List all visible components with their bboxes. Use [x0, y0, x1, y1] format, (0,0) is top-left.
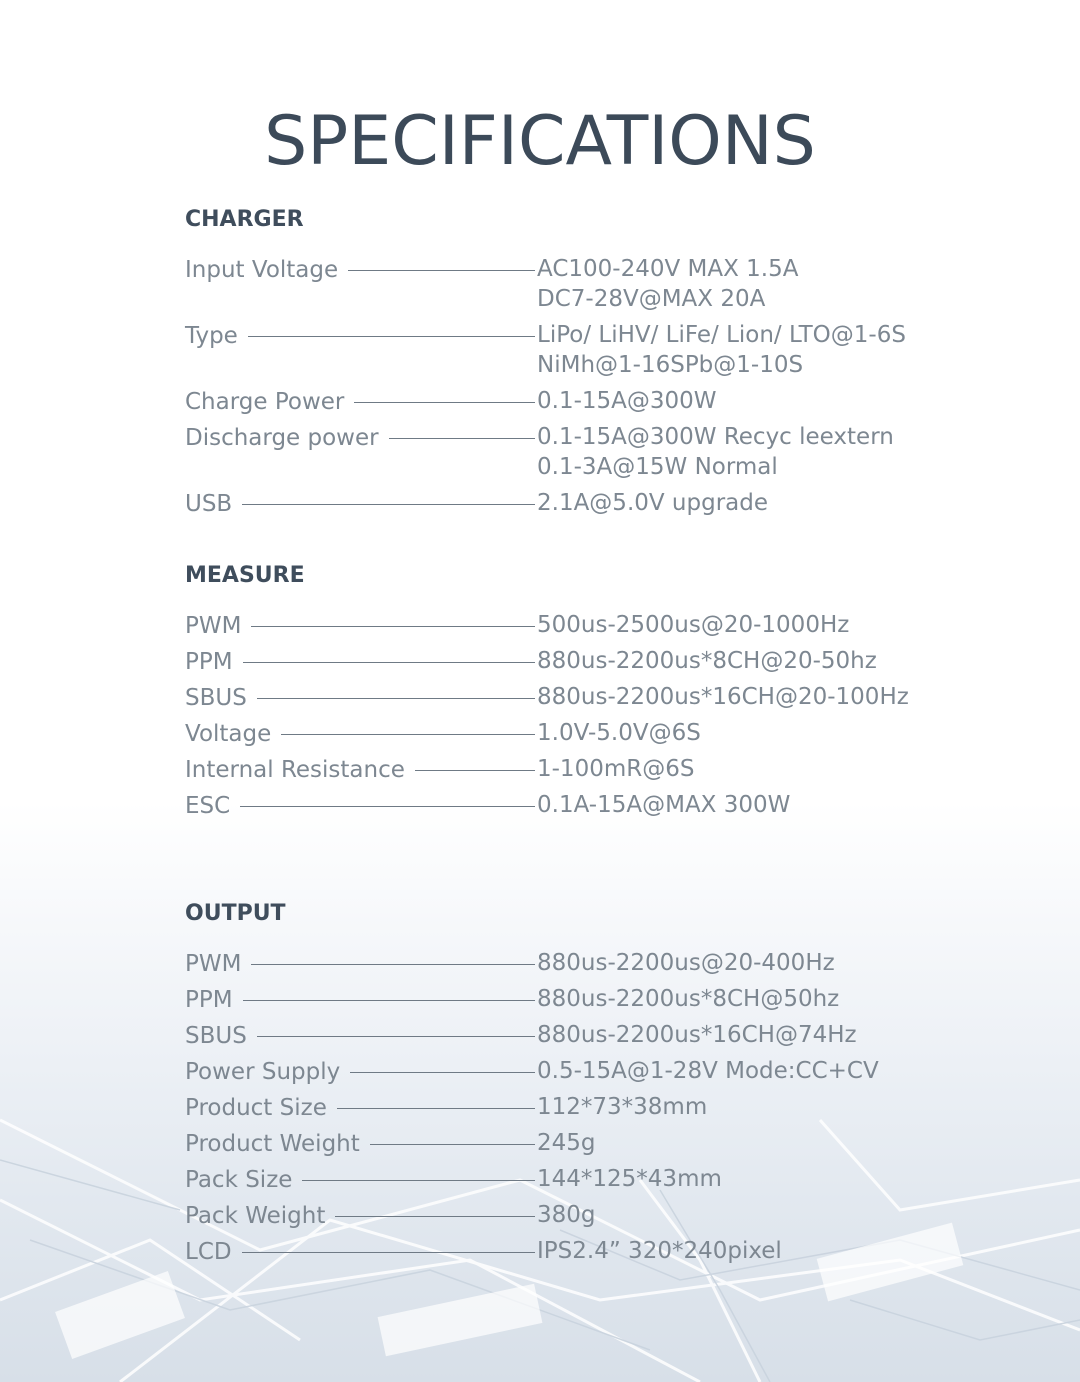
spec-value-line: 1-100mR@6S	[537, 756, 695, 782]
spec-label: Power Supply	[185, 1059, 341, 1085]
section-title-output: OUTPUT	[185, 901, 286, 926]
spec-row-internal-resistance	[185, 754, 945, 790]
leader-line	[240, 806, 535, 807]
spec-value	[537, 386, 717, 416]
page-title: SPECIFICATIONS	[264, 102, 816, 181]
spec-value-line: IPS2.4” 320*240pixel	[537, 1238, 782, 1264]
spec-value-line: 880us-2200us*8CH@50hz	[537, 986, 840, 1012]
leader-line	[337, 1108, 535, 1109]
leader-line	[348, 270, 535, 271]
spec-value-line: AC100-240V MAX 1.5A	[537, 256, 799, 282]
spec-value	[537, 948, 835, 978]
leader-line	[251, 964, 535, 965]
leader-line	[257, 1036, 535, 1037]
section-title-measure: MEASURE	[185, 563, 305, 588]
spec-value	[537, 718, 701, 748]
spec-value-line: 500us-2500us@20-1000Hz	[537, 612, 850, 638]
spec-value-line: LiPo/ LiHV/ LiFe/ Lion/ LTO@1-6S	[537, 322, 906, 348]
spec-row-esc	[185, 790, 945, 826]
leader-line	[242, 1252, 535, 1253]
leader-line	[335, 1216, 535, 1217]
spec-row-voltage	[185, 718, 945, 754]
spec-label: Voltage	[185, 721, 272, 747]
spec-label: SBUS	[185, 685, 247, 711]
spec-row-power-supply	[185, 1056, 945, 1092]
spec-value-line: 112*73*38mm	[537, 1094, 708, 1120]
spec-label: PWM	[185, 613, 242, 639]
spec-row-ppm	[185, 984, 945, 1020]
spec-value-line: 880us-2200us*16CH@20-100Hz	[537, 684, 909, 710]
spec-value-line: DC7-28V@MAX 20A	[537, 286, 766, 312]
spec-value-line: 880us-2200us*8CH@20-50hz	[537, 648, 877, 674]
spec-value	[537, 1236, 782, 1266]
spec-label: LCD	[185, 1239, 232, 1265]
spec-label: PPM	[185, 649, 233, 675]
leader-line	[302, 1180, 535, 1181]
spec-value	[537, 754, 694, 784]
spec-row-sbus	[185, 1020, 945, 1056]
leader-line	[242, 504, 535, 505]
spec-label: Product Weight	[185, 1131, 360, 1157]
spec-row-usb	[185, 488, 945, 524]
spec-label: Type	[185, 323, 238, 349]
leader-line	[257, 698, 535, 699]
leader-line	[243, 1000, 535, 1001]
spec-value	[537, 1164, 722, 1194]
spec-value	[537, 1200, 596, 1230]
spec-value	[537, 610, 849, 640]
spec-label: PPM	[185, 987, 233, 1013]
spec-value-line: NiMh@1-16SPb@1-10S	[537, 352, 804, 378]
spec-row-input-voltage	[185, 254, 945, 312]
spec-row-charge-power	[185, 386, 945, 422]
spec-value-line: 2.1A@5.0V upgrade	[537, 490, 769, 516]
spec-value-line: 245g	[537, 1130, 596, 1156]
spec-label: PWM	[185, 951, 242, 977]
spec-value	[537, 1020, 857, 1050]
section-title-charger: CHARGER	[185, 207, 304, 232]
spec-value-line: 144*125*43mm	[537, 1166, 722, 1192]
spec-value	[537, 320, 906, 380]
spec-value	[537, 984, 839, 1014]
spec-value-line: 0.1-15A@300W Recyc leextern	[537, 424, 894, 450]
spec-label: Pack Weight	[185, 1203, 326, 1229]
spec-row-product-weight	[185, 1128, 945, 1164]
spec-value	[537, 1092, 707, 1122]
spec-value-line: 880us-2200us*16CH@74Hz	[537, 1022, 857, 1048]
spec-row-pwm	[185, 610, 945, 646]
spec-value-line: 0.5-15A@1-28V Mode:CC+CV	[537, 1058, 879, 1084]
leader-line	[415, 770, 535, 771]
spec-label: Product Size	[185, 1095, 327, 1121]
spec-value-line: 0.1A-15A@MAX 300W	[537, 792, 791, 818]
spec-label: Discharge power	[185, 425, 379, 451]
leader-line	[251, 626, 535, 627]
leader-line	[370, 1144, 535, 1145]
spec-row-pwm	[185, 948, 945, 984]
spec-label: ESC	[185, 793, 231, 819]
spec-row-discharge-power	[185, 422, 945, 480]
leader-line	[389, 438, 535, 439]
leader-line	[248, 336, 535, 337]
spec-value-line: 880us-2200us@20-400Hz	[537, 950, 835, 976]
spec-row-pack-weight	[185, 1200, 945, 1236]
spec-label: Input Voltage	[185, 257, 339, 283]
spec-value	[537, 488, 768, 518]
spec-row-sbus	[185, 682, 945, 718]
spec-row-product-size	[185, 1092, 945, 1128]
spec-value-line: 1.0V-5.0V@6S	[537, 720, 701, 746]
spec-value	[537, 682, 909, 712]
spec-value-line: 0.1-15A@300W	[537, 388, 717, 414]
spec-row-type	[185, 320, 945, 378]
spec-label: Pack Size	[185, 1167, 293, 1193]
spec-label: USB	[185, 491, 233, 517]
spec-value	[537, 646, 877, 676]
spec-row-ppm	[185, 646, 945, 682]
leader-line	[350, 1072, 535, 1073]
leader-line	[354, 402, 535, 403]
spec-value	[537, 422, 894, 482]
spec-row-pack-size	[185, 1164, 945, 1200]
spec-value	[537, 1128, 596, 1158]
spec-row-lcd	[185, 1236, 945, 1272]
spec-value	[537, 790, 790, 820]
leader-line	[243, 662, 535, 663]
spec-value-line: 0.1-3A@15W Normal	[537, 454, 778, 480]
spec-label: SBUS	[185, 1023, 247, 1049]
spec-value	[537, 1056, 879, 1086]
spec-value	[537, 254, 799, 314]
spec-label: Internal Resistance	[185, 757, 405, 783]
spec-label: Charge Power	[185, 389, 345, 415]
spec-value-line: 380g	[537, 1202, 596, 1228]
leader-line	[281, 734, 535, 735]
